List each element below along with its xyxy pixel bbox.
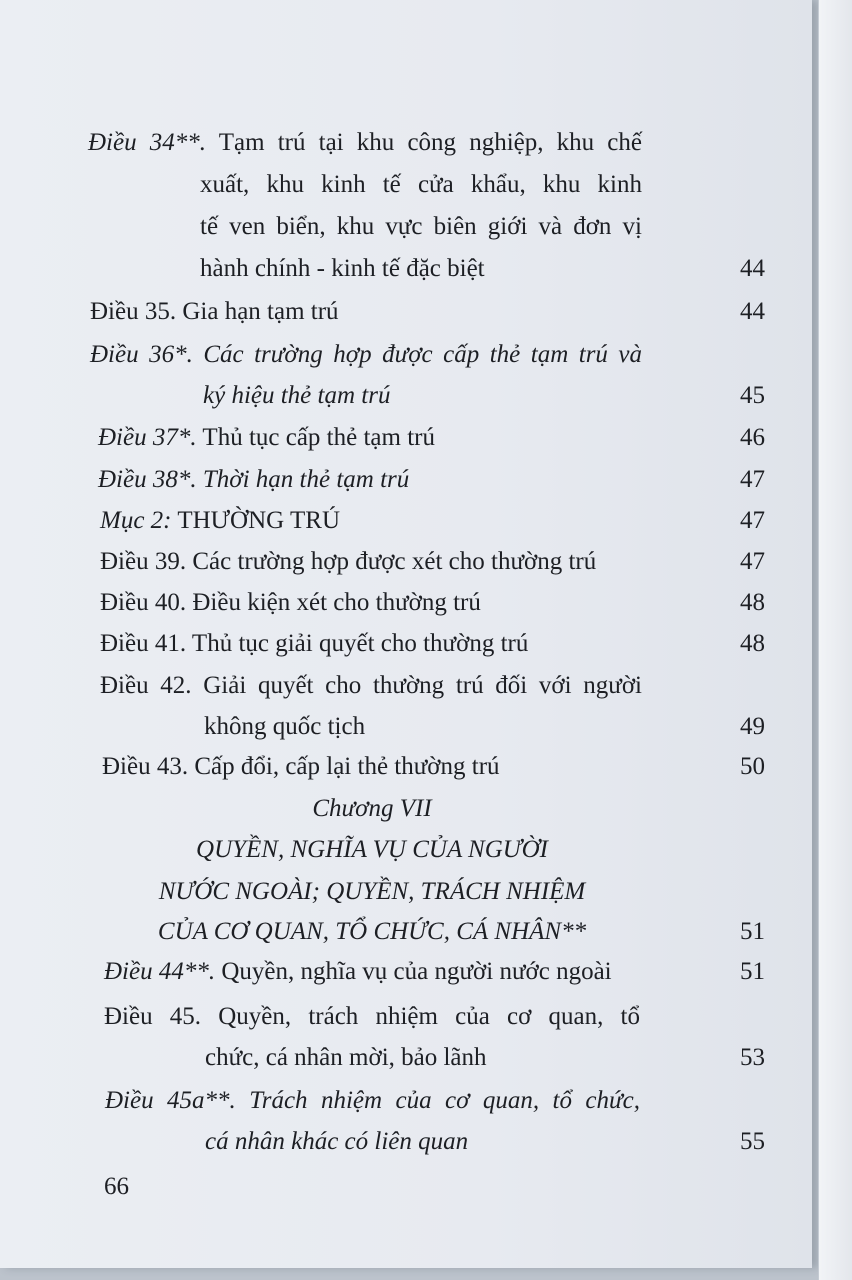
entry-title: Quyền, nghĩa vụ của người nước ngoài <box>221 958 612 985</box>
entry-title: Thời hạn thẻ tạm trú <box>202 466 410 493</box>
toc-entry-continuation <box>0 1037 812 1079</box>
toc-entry-continuation <box>0 706 812 748</box>
toc-entry-dieu-45a <box>0 1080 812 1122</box>
entry-title: Cấp đổi, cấp lại thẻ thường trú <box>194 753 500 780</box>
page-ref: 50 <box>740 753 765 780</box>
entry-label: Điều 34**. <box>88 129 207 156</box>
page-ref: 44 <box>740 255 765 282</box>
section-label: Mục 2: <box>100 507 172 534</box>
toc-entry-dieu-45 <box>0 996 812 1038</box>
entry-title: Tạm trú tại khu công nghiệp, khu chế <box>218 129 642 156</box>
toc-entry-dieu-38 <box>0 459 812 501</box>
entry-label: Điều 45. <box>104 1003 202 1030</box>
toc-entry-continuation <box>0 375 812 417</box>
entry-title: Trách nhiệm của cơ quan, tổ chức, <box>249 1087 640 1114</box>
toc-entry-dieu-34 <box>0 122 812 164</box>
page-number: 66 <box>104 1173 129 1200</box>
toc-chapter-title <box>0 871 812 913</box>
entry-title: cá nhân khác có liên quan <box>205 1128 469 1155</box>
entry-label: Điều 43. <box>102 753 189 780</box>
entry-label: Điều 41. <box>100 630 187 657</box>
toc-entry-continuation <box>0 206 812 248</box>
entry-label: Điều 45a**. <box>105 1087 236 1114</box>
toc-entry-dieu-41 <box>0 623 812 665</box>
entry-label: Điều 44**. <box>104 958 216 985</box>
entry-label: Điều 35. <box>90 298 177 325</box>
next-page-edge <box>818 0 852 1280</box>
page-ref: 53 <box>740 1044 765 1071</box>
entry-title: Thủ tục giải quyết cho thường trú <box>191 630 529 657</box>
toc-entry-continuation <box>0 1121 812 1163</box>
entry-title: chức, cá nhân mời, bảo lãnh <box>205 1044 487 1071</box>
page-ref: 46 <box>740 424 765 451</box>
page-ref: 47 <box>740 548 765 575</box>
entry-title: Điều kiện xét cho thường trú <box>192 589 481 616</box>
page-ref: 51 <box>740 918 765 945</box>
chapter-label: Chương VII <box>312 795 432 822</box>
page-ref: 44 <box>740 298 765 325</box>
page-ref: 48 <box>740 630 765 657</box>
section-title: THƯỜNG TRÚ <box>177 507 340 534</box>
entry-label: Điều 40. <box>100 589 187 616</box>
page-ref: 45 <box>740 382 765 409</box>
page-ref: 47 <box>740 507 765 534</box>
toc-entry-dieu-42 <box>0 665 812 707</box>
toc-entry-dieu-37 <box>0 417 812 459</box>
page-ref: 51 <box>740 958 765 985</box>
page-ref: 47 <box>740 466 765 493</box>
page-ref: 49 <box>740 713 765 740</box>
entry-label: Điều 36*. <box>90 341 193 368</box>
toc-entry-continuation <box>0 164 812 206</box>
entry-title: Các trường hợp được xét cho thường trú <box>192 548 597 575</box>
chapter-title: CỦA CƠ QUAN, TỔ CHỨC, CÁ NHÂN** <box>157 918 587 945</box>
entry-label: Điều 42. <box>100 672 192 699</box>
toc-entry-dieu-44 <box>0 951 812 993</box>
entry-title: Các trường hợp được cấp thẻ tạm trú và <box>203 341 643 368</box>
toc-entry-dieu-40 <box>0 582 812 624</box>
toc-entry-dieu-39 <box>0 541 812 583</box>
entry-title: Thủ tục cấp thẻ tạm trú <box>202 424 435 451</box>
toc-section-muc-2 <box>0 500 812 542</box>
toc-entry-continuation <box>0 248 812 290</box>
toc-entry-dieu-36 <box>0 334 812 376</box>
entry-title: Gia hạn tạm trú <box>182 298 339 325</box>
toc-entry-dieu-35 <box>0 291 812 333</box>
toc-chapter-label <box>0 788 812 830</box>
chapter-title: QUYỀN, NGHĨA VỤ CỦA NGƯỜI <box>196 836 548 863</box>
entry-title: xuất, khu kinh tế cửa khẩu, khu kinh <box>200 171 642 198</box>
entry-title: Giải quyết cho thường trú đối với người <box>203 672 642 699</box>
entry-label: Điều 39. <box>100 548 187 575</box>
entry-title: Quyền, trách nhiệm của cơ quan, tổ <box>218 1003 640 1030</box>
page-ref: 55 <box>740 1128 765 1155</box>
chapter-title: NƯỚC NGOÀI; QUYỀN, TRÁCH NHIỆM <box>158 878 586 905</box>
entry-title: hành chính - kinh tế đặc biệt <box>200 255 485 282</box>
entry-label: Điều 38*. <box>98 466 197 493</box>
toc-chapter-title <box>0 911 812 953</box>
entry-title: không quốc tịch <box>204 713 366 740</box>
entry-title: tế ven biển, khu vực biên giới và đơn vị <box>200 213 642 240</box>
toc-chapter-title <box>0 829 812 871</box>
toc-entry-dieu-43 <box>0 746 812 788</box>
entry-title: ký hiệu thẻ tạm trú <box>203 382 391 409</box>
page-ref: 48 <box>740 589 765 616</box>
entry-label: Điều 37*. <box>98 424 197 451</box>
